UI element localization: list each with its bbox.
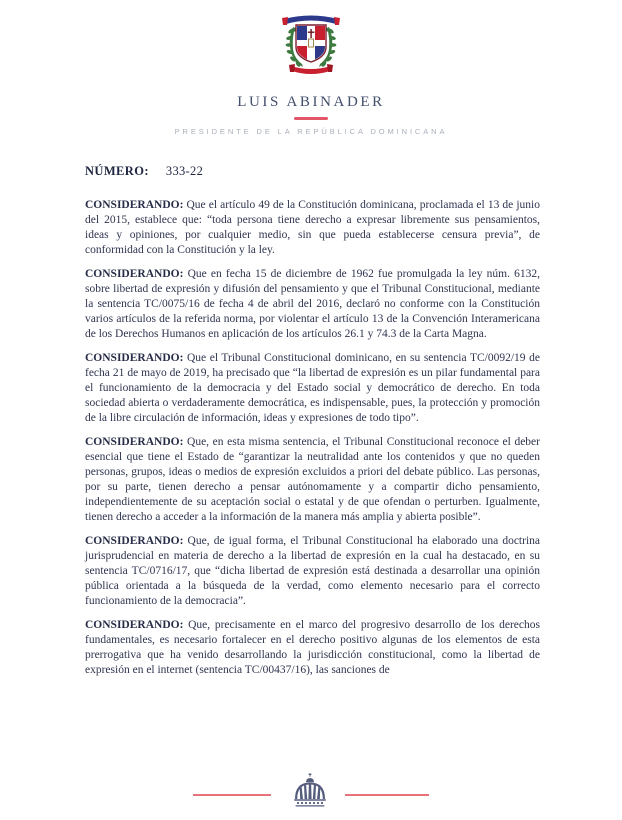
page-footer [0,770,622,812]
document-body [0,164,622,678]
considerando-paragraph [85,534,540,609]
decree-number-label: NÚMERO: [85,164,149,178]
considerando-paragraph [85,267,540,342]
considerando-paragraph [85,198,540,258]
footer-red-line-left [193,794,271,796]
footer-red-line-right [345,794,429,796]
decree-number-line [85,164,540,179]
considerando-label: CONSIDERANDO: [85,268,184,280]
considerando-label: CONSIDERANDO: [85,199,184,211]
paragraph-text: Que, en esta misma sentencia, el Tribunal Constitucional reconoce el deber esencial que tiene el Estado de “garantizar la neutralidad ante los contenidos y que no queden personas, grupos, ideas o medios de expresión excluidos a priori del debate público. Las personas, por su parte, tienen derecho a pensar autónomamente y a compartir dicho pensamiento, independientemente de su aceptación social o estatal y de que ofendan o perturben. Igualmente, tienen derecho a acceder a la información de la manera más amplia y abierta posible”. [85,436,540,523]
decree-number-value: 333-22 [165,164,204,178]
considerando-label: CONSIDERANDO: [85,352,184,364]
paragraph-text: Que, de igual forma, el Tribunal Constitucional ha elaborado una doctrina jurisprudencial en materia de derecho a la libertad de expresión en la cual ha destacado, en su sentencia TC/0716/17, que “dicha libertad de expresión está destinada a desarrollar una opinión pública orientada a la búsqueda de la verdad, como elemento necesario para el correcto funcionamiento de la democracia”. [85,535,540,607]
president-name: LUIS ABINADER [237,94,385,110]
letterhead [0,0,622,136]
considerando-paragraph [85,351,540,426]
palace-dome-icon [291,773,329,809]
paragraph-text: Que, precisamente en el marco del progresivo desarrollo de los derechos fundamentales, es necesario fortalecer en el derecho positivo algunas de los elementos de esta prerrogativa que ha venido desarrollando la jurisdicción constitucional, como la libertad de expresión en el internet (sentencia TC/00437/16), las sanciones de [85,619,540,676]
paragraph-text: Que en fecha 15 de diciembre de 1962 fue promulgada la ley núm. 6132, sobre libertad de expresión y difusión del pensamiento y que el Tribunal Constitucional, mediante la sentencia TC/0075/16 de fecha 4 de abril del 2016, declaró no conforme con la Constitución varios artículos de la referida norma, por violentar el artículo 13 de la Convención Interamericana de los Derechos Humanos en aplicación de los artículos 26.1 y 74.3 de la Carta Magna. [85,268,540,340]
considerando-label: CONSIDERANDO: [85,535,184,547]
considerando-paragraph [85,435,540,525]
red-divider [294,117,328,120]
considerando-paragraph [85,618,540,678]
paragraph-text: Que el artículo 49 de la Constitución dominicana, proclamada el 13 de junio del 2015, establece que: “toda persona tiene derecho a expresar libremente sus pensamientos, ideas y opiniones, por cualquier medio, sin que pueda establecerse censura previa”, de conformidad con la Constitución y la ley. [85,199,540,256]
president-subtitle: PRESIDENTE DE LA REPÚBLICA DOMINICANA [174,127,448,136]
paragraphs [85,198,540,678]
dominican-coat-of-arms-icon [279,13,343,77]
considerando-label: CONSIDERANDO: [85,436,184,448]
considerando-label: CONSIDERANDO: [85,619,184,631]
paragraph-text: Que el Tribunal Constitucional dominicano, en su sentencia TC/0092/19 de fecha 21 de mayo de 2019, ha precisado que “la libertad de expresión es un pilar fundamental para el funcionamiento de la democracia y del Estado social y democrático de derecho. En toda sociedad abierta o verdaderamente democrática, es indispensable, pues, la protección y promoción de la libre circulación de información, ideas y expresiones de todo tipo”. [85,352,540,424]
